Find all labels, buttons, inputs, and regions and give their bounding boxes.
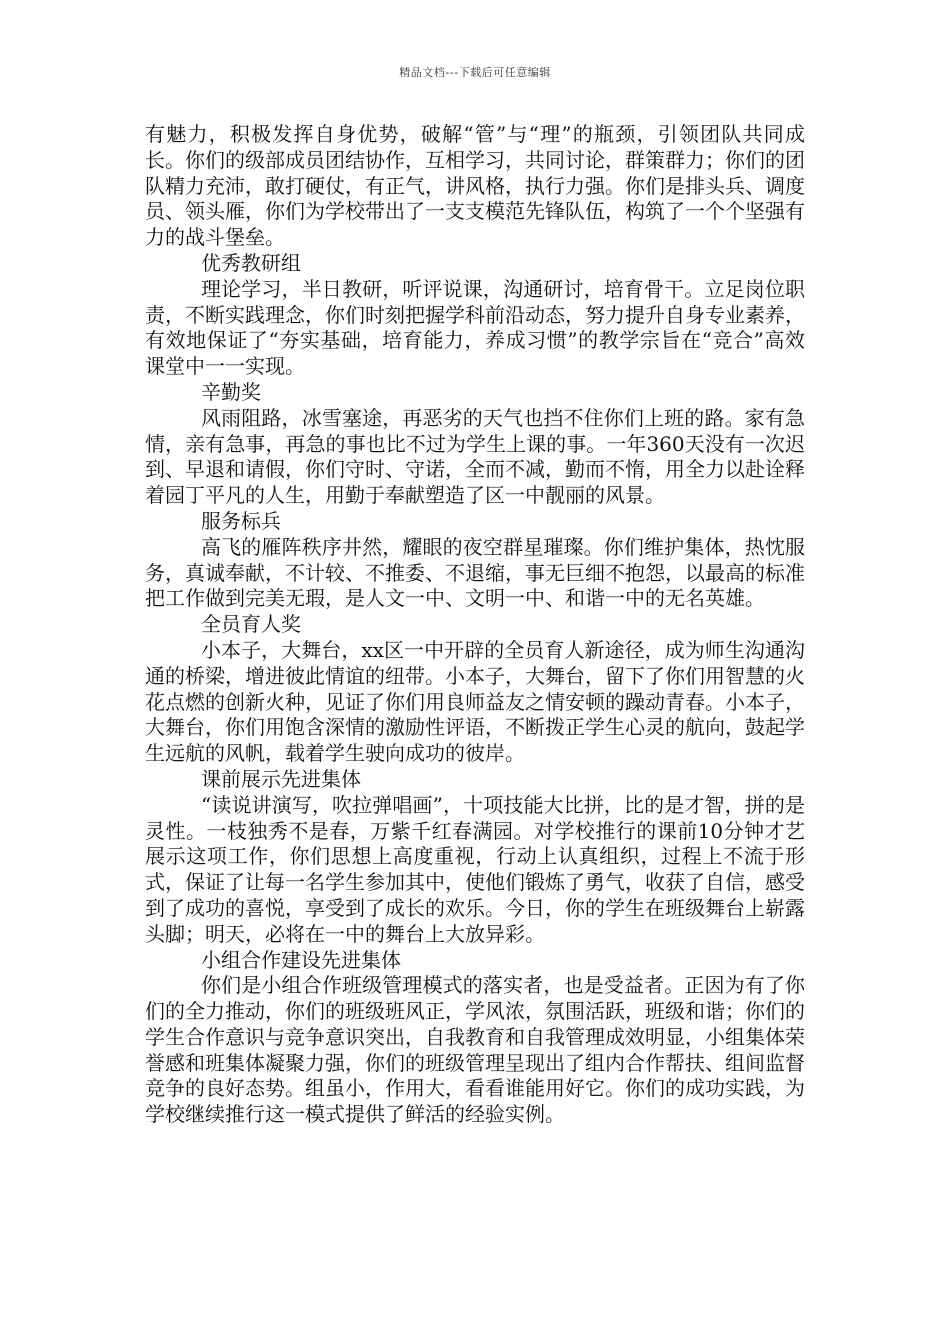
section-heading-group-cooperation: 小组合作建设先进集体 — [201, 947, 401, 972]
page-header: 精品文档---下载后可任意编辑 — [399, 66, 551, 79]
paragraph-all-staff-award: 小本子，大舞台，xx区一中开辟的全员育人新途径，成为师生沟通沟通的桥梁，增进彼此情谊的纽带。小本子，大舞台，留下了你们用智慧的火花点燃的创新火种，见证了你们用良师益友之情安顿的躁动青春。小本子，大舞台，你们用饱含深情的激励性评语，不断拨正学生心灵的航向，鼓起学生远航的风帆，载着学生驶向成功的彼岸。 — [145, 637, 805, 766]
section-heading-all-staff-award: 全员育人奖 — [201, 612, 301, 637]
section-heading-teaching-group: 优秀教研组 — [201, 250, 301, 275]
paragraph-diligence-award: 风雨阻路，冰雪塞途，再恶劣的天气也挡不住你们上班的路。家有急情，亲有急事，再急的事也比不过为学生上课的事。一年360天没有一次迟到、早退和请假，你们守时、守诺，全而不减，勤而不惰，用全力以赴诠释着园丁平凡的人生，用勤于奉献塑造了区一中靓丽的风景。 — [145, 405, 805, 508]
paragraph-preclass-showcase: “读说讲演写，吹拉弹唱画”，十项技能大比拼，比的是才智，拼的是灵性。一枝独秀不是春，万紫千红春满园。对学校推行的课前10分钟才艺展示这项工作，你们思想上高度重视，行动上认真组织，过程上不流于形式，保证了让每一名学生参加其中，使他们锻炼了勇气，收获了自信，感受到了成功的喜悦，享受到了成长的欢乐。今日，你的学生在班级舞台上崭露头脚；明天，必将在一中的舞台上大放异彩。 — [145, 792, 805, 946]
paragraph-teaching-group: 理论学习，半日教研，听评说课，沟通研讨，培育骨干。立足岗位职责，不断实践理念，你们时刻把握学科前沿动态，努力提升自身专业素养，有效地保证了“夯实基础，培育能力，养成习惯”的教学宗旨在“竞合”高效课堂中一一实现。 — [145, 276, 805, 379]
paragraph-intro-continued: 有魅力，积极发挥自身优势，破解“管”与“理”的瓶颈，引领团队共同成长。你们的级部成员团结协作，互相学习，共同讨论，群策群力；你们的团队精力充沛，敢打硬仗，有正气，讲风格，执行力强。你们是排头兵、调度员、领头雁，你们为学校带出了一支支模范先锋队伍，构筑了一个个坚强有力的战斗堡垒。 — [145, 122, 805, 250]
section-heading-diligence-award: 辛勤奖 — [201, 379, 261, 404]
section-heading-service-model: 服务标兵 — [201, 508, 281, 533]
section-heading-preclass-showcase: 课前展示先进集体 — [201, 766, 361, 791]
document-body — [145, 122, 805, 1128]
paragraph-service-model: 高飞的雁阵秩序井然，耀眼的夜空群星璀璨。你们维护集体，热忱服务，真诚奉献，不计较、不推委、不退缩，事无巨细不抱怨，以最高的标准把工作做到完美无瑕，是人文一中、文明一中、和谐一中的无名英雄。 — [145, 534, 805, 611]
paragraph-group-cooperation: 你们是小组合作班级管理模式的落实者，也是受益者。正因为有了你们的全力推动，你们的班级班风正，学风浓，氛围活跃，班级和谐；你们的学生合作意识与竞争意识突出，自我教育和自我管理成效明显，小组集体荣誉感和班集体凝聚力强，你们的班级管理呈现出了组内合作帮扶、组间监督竞争的良好态势。组虽小，作用大，看看谁能用好它。你们的成功实践，为学校继续推行这一模式提供了鲜活的经验实例。 — [145, 973, 805, 1127]
